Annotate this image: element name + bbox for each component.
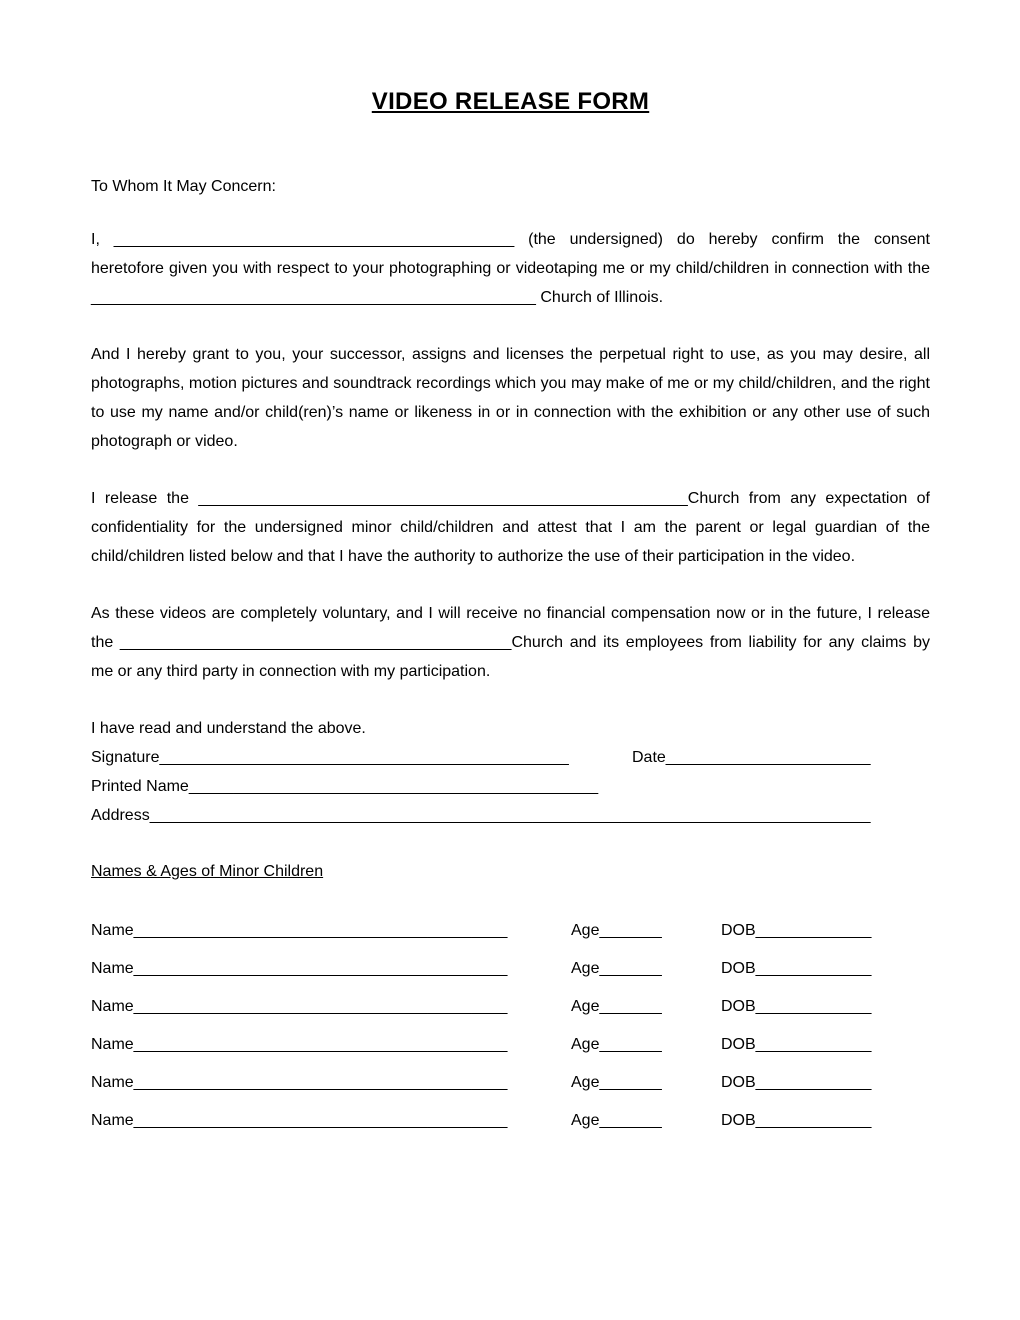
- signature-date-row: [91, 743, 930, 772]
- child-dob-line: DOB_____________: [721, 1074, 872, 1091]
- paragraph-consent: I, _____________________________________________ (the undersigned) do hereby confirm the consent heretofore given you with respect to your photographing or videotaping me or my child/children in connection with the __________________________________________________ Church of Illinois.: [91, 231, 930, 306]
- child-age-line: Age_______: [571, 1112, 662, 1129]
- child-age-line: Age_______: [571, 960, 662, 977]
- child-name-line: Name__________________________________________: [91, 922, 508, 939]
- child-row: [91, 916, 930, 945]
- child-dob-line: DOB_____________: [721, 1112, 872, 1129]
- child-row: [91, 954, 930, 983]
- child-name-line: Name__________________________________________: [91, 1036, 508, 1053]
- child-name-line: Name__________________________________________: [91, 960, 508, 977]
- child-dob-line: DOB_____________: [721, 922, 872, 939]
- paragraph-confidentiality-release: I release the _______________________________________________________Church from any expectation of confidentiality for the undersigned minor child/children and attest that I am the parent or legal guardian of the child/children listed below and that I have the authority to authorize the use of their participation in the video.: [91, 490, 930, 565]
- paragraph-grant-of-rights: And I hereby grant to you, your successor, assigns and licenses the perpetual right to use, as you may desire, all photographs, motion pictures and soundtrack recordings which you may make of me or my child/children, and the right to use my name and/or child(ren)’s name or likeness in or in connection with the exhibition or any other use of such photograph or video.: [91, 346, 930, 450]
- child-name-line: Name__________________________________________: [91, 1112, 508, 1129]
- paragraph-liability-release: As these videos are completely voluntary, and I will receive no financial compensation now or in the future, I release the ____________________________________________Church and its employees from liability for any claims by me or any third party in connection with my participation.: [91, 605, 930, 680]
- form-title: VIDEO RELEASE FORM: [371, 88, 650, 115]
- child-name-line: Name__________________________________________: [91, 1074, 508, 1091]
- child-row: [91, 1068, 930, 1097]
- address-line: Address_________________________________________________________________________________: [91, 807, 871, 824]
- child-age-line: Age_______: [571, 922, 662, 939]
- children-section-heading: Names & Ages of Minor Children: [91, 863, 324, 880]
- date-line: Date_______________________: [632, 749, 871, 766]
- child-row: [91, 992, 930, 1021]
- child-row: [91, 1106, 930, 1135]
- child-row: [91, 1030, 930, 1059]
- printed-name-line: Printed Name______________________________________________: [91, 778, 599, 795]
- signature-line: Signature______________________________________________: [91, 749, 569, 766]
- child-age-line: Age_______: [571, 998, 662, 1015]
- child-age-line: Age_______: [571, 1036, 662, 1053]
- acknowledgement-line: I have read and understand the above.: [91, 720, 366, 737]
- child-name-line: Name__________________________________________: [91, 998, 508, 1015]
- child-dob-line: DOB_____________: [721, 998, 872, 1015]
- child-dob-line: DOB_____________: [721, 1036, 872, 1053]
- child-age-line: Age_______: [571, 1074, 662, 1091]
- salutation: To Whom It May Concern:: [91, 178, 276, 195]
- child-dob-line: DOB_____________: [721, 960, 872, 977]
